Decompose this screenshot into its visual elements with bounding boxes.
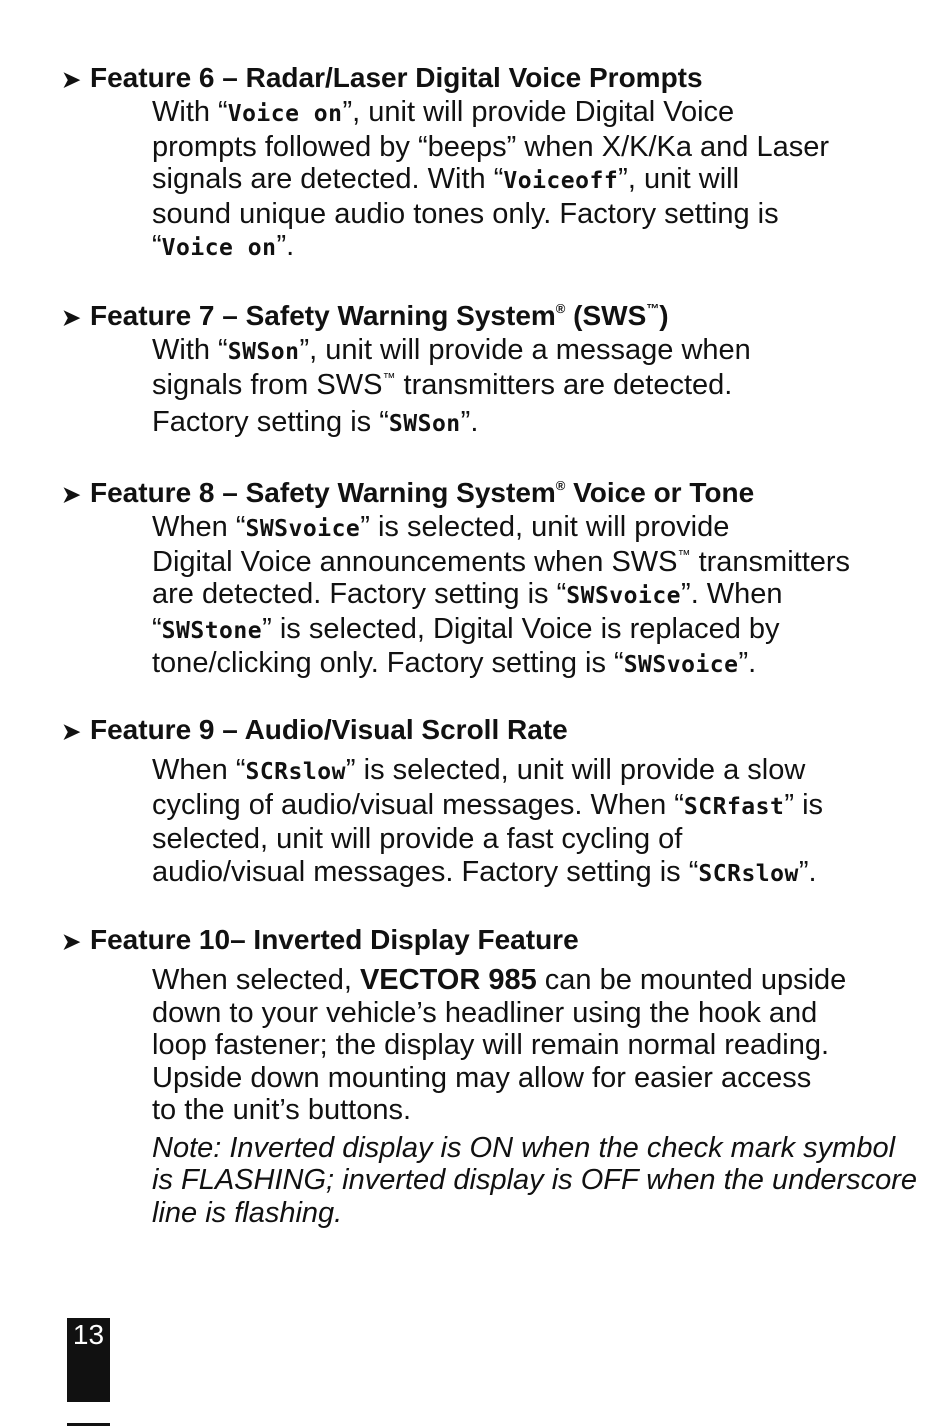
registered-mark: ® (555, 478, 566, 493)
text: can be mounted upside (536, 964, 847, 996)
arrow-bullet-icon: ➤ (62, 482, 81, 507)
text: ”, unit will provide Digital Voice (342, 96, 735, 128)
text-line: Upside down mounting may allow for easier access (152, 1061, 812, 1094)
trademark-mark: ™ (677, 546, 691, 562)
feature-10-heading (62, 924, 892, 958)
text-line (152, 578, 892, 613)
text-line (152, 856, 892, 891)
text: When “ (152, 511, 246, 543)
note-line: is FLASHING; inverted display is OFF when the underscore (152, 1164, 918, 1196)
text: (SWS (565, 300, 647, 331)
feature-7 (62, 300, 892, 441)
arrow-bullet-icon: ➤ (62, 67, 81, 92)
product-name: VECTOR 985 (359, 964, 537, 996)
text: “ (152, 230, 162, 262)
text-line: down to your vehicle’s headliner using the hook and (152, 996, 818, 1029)
lcd-text: Voice on (227, 101, 343, 127)
text: ”. (798, 855, 817, 888)
feature-10-body (152, 964, 918, 1229)
text: Digital Voice announcements when SWS (152, 545, 678, 578)
text: “ (152, 612, 162, 645)
lcd-text: SCRslow (698, 860, 799, 887)
text: With “ (152, 96, 228, 128)
trademark-mark: ™ (646, 301, 660, 316)
feature-8-body (152, 511, 892, 682)
lcd-text: SCRfast (683, 793, 785, 820)
feature-9-body (152, 754, 892, 890)
feature-8-heading (62, 477, 892, 511)
text: ” is (784, 788, 824, 821)
text: Feature 7 – Safety Warning System (90, 300, 556, 331)
registered-mark: ® (555, 301, 566, 316)
lcd-text: Voice on (161, 235, 277, 261)
text: Feature 8 – Safety Warning System (90, 477, 556, 508)
text: ”. (276, 230, 295, 262)
text: ”. (738, 647, 757, 679)
lcd-text: SWSvoice (566, 583, 682, 609)
text: ” is selected, unit will provide (360, 511, 730, 543)
page-number: 13 (67, 1318, 110, 1402)
text-line (152, 613, 892, 648)
text: signals from SWS (152, 368, 383, 401)
text-line (152, 546, 892, 579)
text-line: sound unique audio tones only. Factory setting is (152, 197, 779, 230)
text-line: selected, unit will provide a fast cycling of (152, 823, 683, 855)
text: With “ (152, 334, 228, 366)
text-line (152, 511, 892, 546)
feature-10 (62, 924, 918, 1229)
note-line: Note: Inverted display is ON when the check mark symbol (152, 1131, 896, 1164)
text-line: to the unit’s buttons. (152, 1094, 412, 1126)
text: Factory setting is “ (152, 406, 389, 438)
text: ”, unit will provide a message when (299, 334, 751, 366)
text: signals are detected. With “ (152, 163, 504, 195)
text-line (152, 754, 892, 789)
feature-6-body (152, 96, 892, 265)
feature-7-title (90, 300, 669, 332)
arrow-bullet-icon: ➤ (62, 719, 81, 744)
lcd-text: SWSvoice (623, 652, 739, 678)
lcd-text: SWSon (388, 411, 461, 437)
feature-6-title: Feature 6 – Radar/Laser Digital Voice Prompts (90, 62, 703, 93)
text: transmitters (690, 545, 851, 578)
lcd-text: SWSon (227, 339, 300, 365)
feature-8-title (90, 477, 754, 509)
text: ”. (460, 406, 479, 438)
text: ”, unit will (618, 163, 740, 195)
feature-7-body (152, 334, 892, 441)
text: ” is selected, Digital Voice is replaced by (262, 612, 780, 645)
feature-6-heading (62, 62, 892, 96)
feature-9-title: Feature 9 – Audio/Visual Scroll Rate (90, 714, 568, 745)
text: ) (659, 300, 669, 331)
text-line (152, 789, 892, 824)
text: Voice or Tone (565, 477, 755, 508)
text-line (152, 334, 892, 369)
feature-9-heading (62, 714, 892, 748)
lcd-text: SWStone (161, 617, 263, 644)
text: ” is selected, unit will provide a slow (345, 754, 806, 786)
text-line (152, 163, 892, 198)
lcd-text: SWSvoice (245, 516, 361, 542)
text-line (152, 230, 892, 265)
text-line (152, 369, 892, 402)
feature-9 (62, 714, 892, 890)
text-line (152, 406, 892, 441)
lcd-text: Voiceoff (503, 168, 619, 194)
text-line: loop fastener; the display will remain normal reading. (152, 1029, 830, 1061)
arrow-bullet-icon: ➤ (62, 305, 81, 330)
feature-6 (62, 62, 892, 265)
trademark-mark: ™ (382, 369, 396, 385)
feature-10-title: Feature 10– Inverted Display Feature (90, 924, 579, 955)
text: ”. When (681, 578, 783, 610)
text-line (152, 647, 892, 682)
text: tone/clicking only. Factory setting is “ (152, 647, 624, 679)
feature-8 (62, 477, 892, 682)
arrow-bullet-icon: ➤ (62, 929, 81, 954)
text: transmitters are detected. (395, 368, 733, 401)
text-line (152, 964, 892, 997)
feature-7-heading (62, 300, 892, 334)
inverted-display-note (152, 1131, 918, 1230)
text: are detected. Factory setting is “ (152, 578, 567, 610)
text: When “ (152, 754, 246, 786)
text: When selected, (152, 964, 360, 996)
text: cycling of audio/visual messages. When “ (152, 788, 684, 821)
text: audio/visual messages. Factory setting is “ (152, 855, 699, 888)
text-line: prompts followed by “beeps” when X/K/Ka and Laser (152, 130, 830, 163)
note-line: line is flashing. (152, 1196, 343, 1229)
lcd-text: SCRslow (245, 759, 346, 785)
text-line (152, 96, 892, 131)
